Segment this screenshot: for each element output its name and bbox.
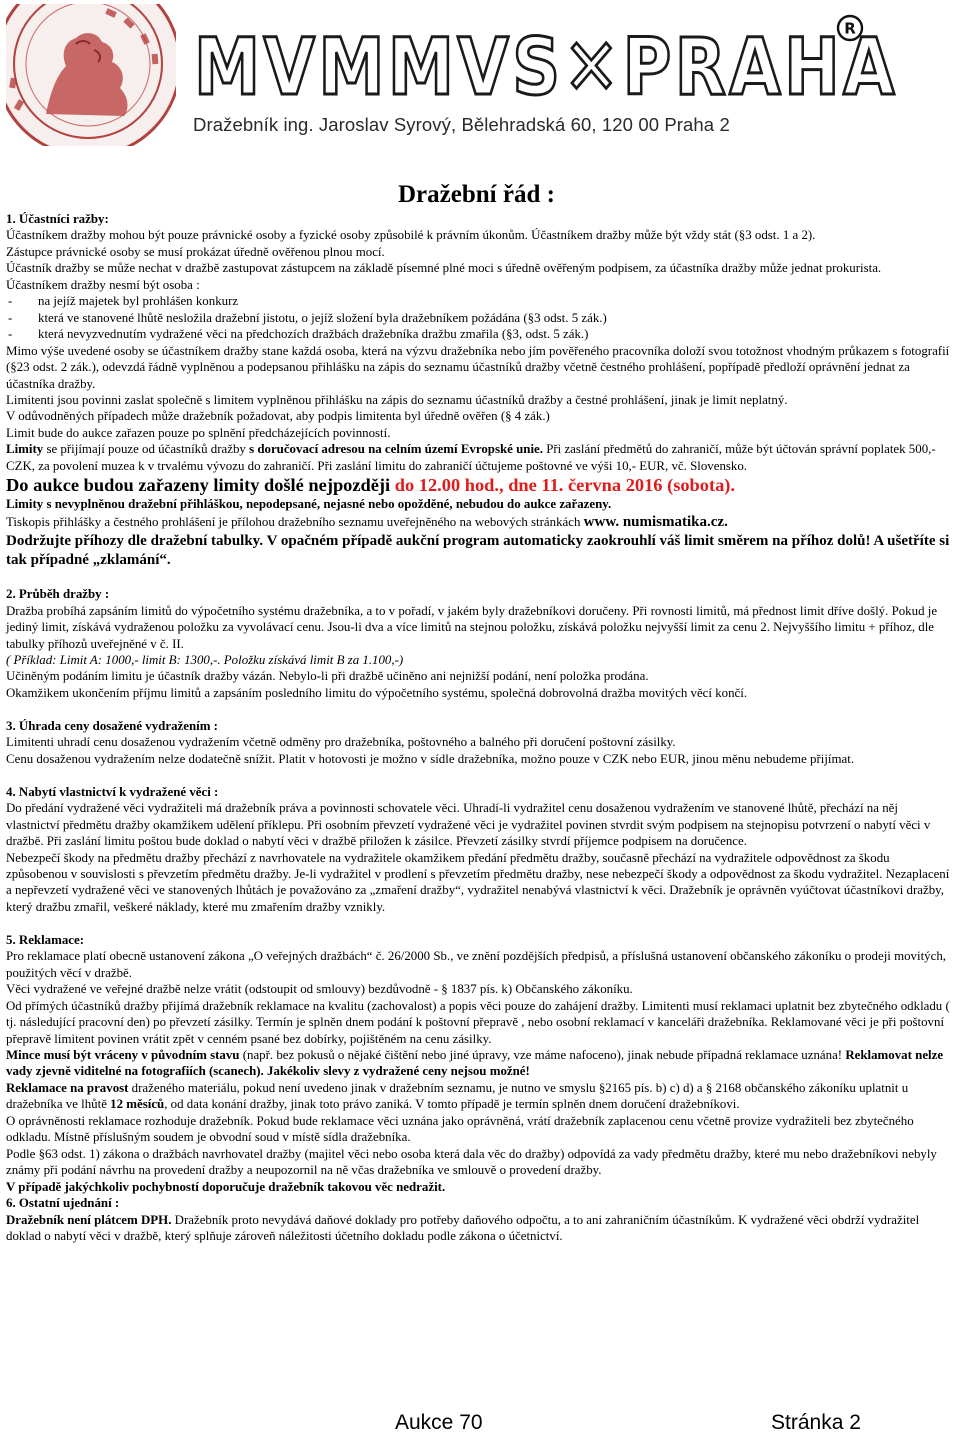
paragraph: Cenu dosaženou vydražením nelze dodatečně snížit. Platit v hotovosti je možno v sídle dražebníka, možno pouze v CZK nebo EUR, jinou měnu nebudeme přijímat. [6,751,855,766]
bid-increment-notice: Dodržujte příhozy dle dražební tabulky. V opačném případě aukční program automaticky zaokrouhlí váš limit směrem na příhoz dolů! A ušetříte si tak případné „zklamání“. [6,532,950,568]
paragraph: Od přímých účastníků dražby přijímá dražebník reklamace na kvalitu (zachovalost) a popis věci pouze do zahájení dražby. Limitenti musí reklamaci uplatnit bez zbytečného odkladu ( tj. následující pracovní den) po převzetí zásilky. Termín je splněn dnem podání k poštovní přepravě , nebo osobní reklamací v kanceláři dražebníka. Reklamované věci je při poštovní přepravě limitent povinen vrátit zpět v cenném psané bez dobírky, pojištěném na cenu zásilky. [6,998,950,1046]
deadline-date: do 12.00 hod., dne 11. června 2016 (sobota). [394,475,736,496]
svg-text:R: R [844,19,856,38]
paragraph: V odůvodněných případech může dražebník požadovat, aby podpis limitenta byl úředně ověřen (§ 4 zák.) [6,409,550,424]
website-link[interactable]: www. numismatika.cz. [583,513,728,530]
auction-rules-body [6,211,952,1244]
paragraph: Limity s nevyplněnou dražební přihláškou, nepodepsané, nejasné nebo opožděné, nebudou do aukce zařazeny. [6,497,612,512]
paragraph: Okamžikem ukončením příjmu limitů a zapsáním posledního limitu do výpočetního systému, společná dobrovolná dražba movitých věcí končí. [6,685,748,700]
paragraph: Nebezpečí škody na předmětu dražby přechází z navrhovatele na vydražitele okamžikem předání předmětu dražby, současně přechází na vydražitele odpovědnost za škodu způsobenou v souvislosti s převzetím předmětu dražby. Je-li vydražitel v prodlení s převzetím předmětu dražby, nese nebezpečí škody a odpovědnost za škodu vydražitel. Nezaplacení a nepřevzetí vydražené věci ve stanovených lhůtách je považováno za „zmaření dražby“, vydražitel nenabývá vlastnictví k věci. Dražebník je oprávněn vyúčtovat účastníkovi dražby, který dražbu zmařil, veškeré náklady, které mu zmařením dražby vznikly. [6,850,950,914]
letterhead [0,0,960,150]
section-heading-payment: 3. Úhrada ceny dosažené vydražením : [6,718,218,733]
paragraph: Věci vydražené ve veřejné dražbě nelze vrátit (odstoupit od smlouvy) bezdůvodně - § 1837 pís. k) Občanského zákoníku. [6,982,633,997]
example-note: ( Příklad: Limit A: 1000,- limit B: 1300,-. Položku získává limit B za 1.100,-) [6,653,404,668]
section-heading-ownership: 4. Nabytí vlastnictví k vydražené věci : [6,784,219,799]
paragraph: Mince musí být vráceny v původním stavu (např. bez pokusů o nějaké čištění nebo jiné úpravy, vze máme nafoceno), jinak nebude případná reklamace uznána! Reklamovat nelze vady zjevně viditelné na fotografiích (scanech). Jakékoliv slevy z vydražené ceny nejsou možné! [6,1048,944,1079]
paragraph: Účastníkem dražby nesmí být osoba : [6,277,200,292]
lion-seal-icon [6,4,176,146]
deadline-notice: Do aukce budou zařazeny limity došlé nejpozději do 12.00 hod., dne 11. června 2016 (sobota). [6,475,736,496]
footer-auction-number: Aukce 70 [395,1411,483,1434]
list-item: - na jejíž majetek byl prohlášen konkurz [8,294,239,309]
paragraph: Limitenti uhradí cenu dosaženou vydražením včetně odměny pro dražebníka, poštovného a balného při doručení poštovní zásilky. [6,735,676,750]
footer-page-number: Stránka 2 [771,1411,861,1434]
paragraph: Účastník dražby se může nechat v dražbě zastupovat zástupcem na základě písemné plné moci s úředně ověřeným podpisem, za účastníka dražby může jednat prokurista. [6,261,882,276]
paragraph: Podle §63 odst. 1) zákona o dražbách navrhovatel dražby (majitel věci nebo osoba která dala věc do dražby) odpovídá za vady předmětu dražby, které mu nebo dražebníkovi nebyly známy při podání návrhu na provedení dražby a neupozornil na ně včas dražebníka ve smlouvě o provedení dražby. [6,1146,937,1178]
paragraph: Reklamace na pravost draženého materiálu, pokud není uvedeno jinak v dražebním seznamu, je nutno ve smyslu §2165 pís. b) c) d) a § 2168 občanského zákoníku uplatnit u dražebníka ve lhůtě 12 měsíců, od data konání dražby, jinak toto právo zaniká. V tomto případě je termín splněn dnem doručení dražebníkovi. [6,1080,909,1112]
page-title: Dražební řád : [398,181,555,208]
auctioneer-address: Dražebník ing. Jaroslav Syrový, Bělehradská 60, 120 00 Praha 2 [193,114,730,135]
paragraph: Dražebník není plátcem DPH. Dražebník proto nevydává daňové doklady pro potřeby daňového odpočtu, a to ani zahraničním účastníkům. K vydražené věci obdrží vydražitel doklad o nabytí věci v dražbě, který splňuje zároveň náležitosti účetního dokladu podle zákona o účetnictví. [6,1212,920,1244]
mvmmvs-praha-wordmark [192,30,902,102]
paragraph: Limitenti jsou povinni zaslat společně s limitem vyplněnou přihlášku na zápis do seznamu účastníků dražby a čestné prohlášení, jinak je limit neplatný. [6,392,788,407]
paragraph: Dražba probíhá zapsáním limitů do výpočetního systému dražebníka, a to v pořadí, v jakém byly dražebníkovi doručeny. Při rovnosti limitů, má přednost limit dříve došlý. Pokud je jediný limit, získává vydraženou položku za vyvolávací cenu. Jsou-li dva a více limitů na stejnou položku, získává položku nejvyšší limit za cenu 2. Nejvyššího limitu + příhoz, dle tabulky příhozů uveřejněné v č. II. [6,603,938,651]
section-heading-complaints: 5. Reklamace: [6,932,85,947]
paragraph: Pro reklamace platí obecně ustanovení zákona „O veřejných dražbách“ č. 26/2000 Sb., ve znění pozdějších předpisů, a příslušná ustanovení občanského zákoníku o prodeji movitých, použitých věcí v dražbě. [6,949,947,980]
section-heading-participants: 1. Účastníci ražby: [6,212,109,226]
paragraph: Zástupce právnické osoby se musí prokázat úředně ověřenou plnou mocí. [6,244,385,259]
registered-trademark-icon [836,14,864,42]
paragraph: Do předání vydražené věci vydražiteli má dražebník práva a povinnosti schovatele věci. Uhradí-li vydražitel cenu dosaženou vydražením ve stanovené lhůtě, přechází na něj vlastnictví předmětu dražby okamžikem udělení příklepu. Při osobním převzetí vydražené věci je vydražitel povinen stvrdit svým podpisem na stejnopisu potvrzení o nabytí věci v dražbě. Při zaslání limitu poštou bude doklad o nabytí věci v dražbě přiložen k zásilce. Převzetí zásilky stvrdí příjemce podpisem na doručence. [6,801,931,849]
paragraph: Mimo výše uvedené osoby se účastníkem dražby stane každá osoba, která na výzvu dražebníka nebo jím pověřeného pracovníka doloží svou totožnost vhodným průkazem s fotografií (§23 odst. 2 zák.), odevzdá řádně vyplněnou a podepsanou přihlášku na zápis do seznamu účastníků dražby včetně čestného prohlášení, popřípadě předloží oprávnění jednat za účastníka dražby. [6,343,950,391]
paragraph: Účastníkem dražby mohou být pouze právnické osoby a fyzické osoby způsobilé k právním úkonům. Účastníkem dražby může být vždy stát (§3 odst. 1 a 2). [6,228,816,243]
paragraph: Limity se přijímají pouze od účastníků dražby s doručovací adresou na celním území Evropské unie. Při zaslání předmětů do zahraničí, může být účtován správní poplatek 500,- CZK, za povolení muzea k v trvalému vývozu do zahraničí. Při zaslání limitu do zahraničí účtujeme poštovné ve výši 10,- EUR, vč. Slovensko. [6,442,936,473]
section-heading-other: 6. Ostatní ujednání : [6,1196,120,1211]
list-item: - která nevyzvednutím vydražené věci na předchozích dražbách dražebníka dražbu zmařila (§3, odst. 5 zák.) [8,327,589,342]
svg-text:MVMMVS✕PRAHA: MVMMVS✕PRAHA [194,30,898,102]
paragraph: V případě jakýchkoliv pochybností doporučuje dražebník takovou věc nedražit. [6,1179,446,1194]
paragraph: Tiskopis přihlášky a čestného prohlášení je přílohou dražebního seznamu uveřejněného na webových stránkách www. numismatika.cz. [6,513,728,530]
paragraph: O oprávněnosti reklamace rozhoduje dražebník. Pokud bude reklamace věci uznána jako oprávněná, vrátí dražebník zaplacenou cenu včetně provize vydražiteli bez zbytečného odkladu. Místně příslušným soudem je obvodní soud v místě sídla dražebníka. [6,1113,914,1145]
paragraph: Limit bude do aukce zařazen pouze po splnění předcházejících povinností. [6,425,391,440]
list-item: - která ve stanovené lhůtě nesložila dražební jistotu, o jejíž složení byla dražebníkem požádána (§3 odst. 5 zák.) [8,310,607,325]
section-heading-auction-course: 2. Průběh dražby : [6,587,110,602]
paragraph: Učiněným podáním limitu je účastník dražby vázán. Nebylo-li při dražbě učiněno ani nejnižší podání, není položka prodána. [6,669,649,684]
